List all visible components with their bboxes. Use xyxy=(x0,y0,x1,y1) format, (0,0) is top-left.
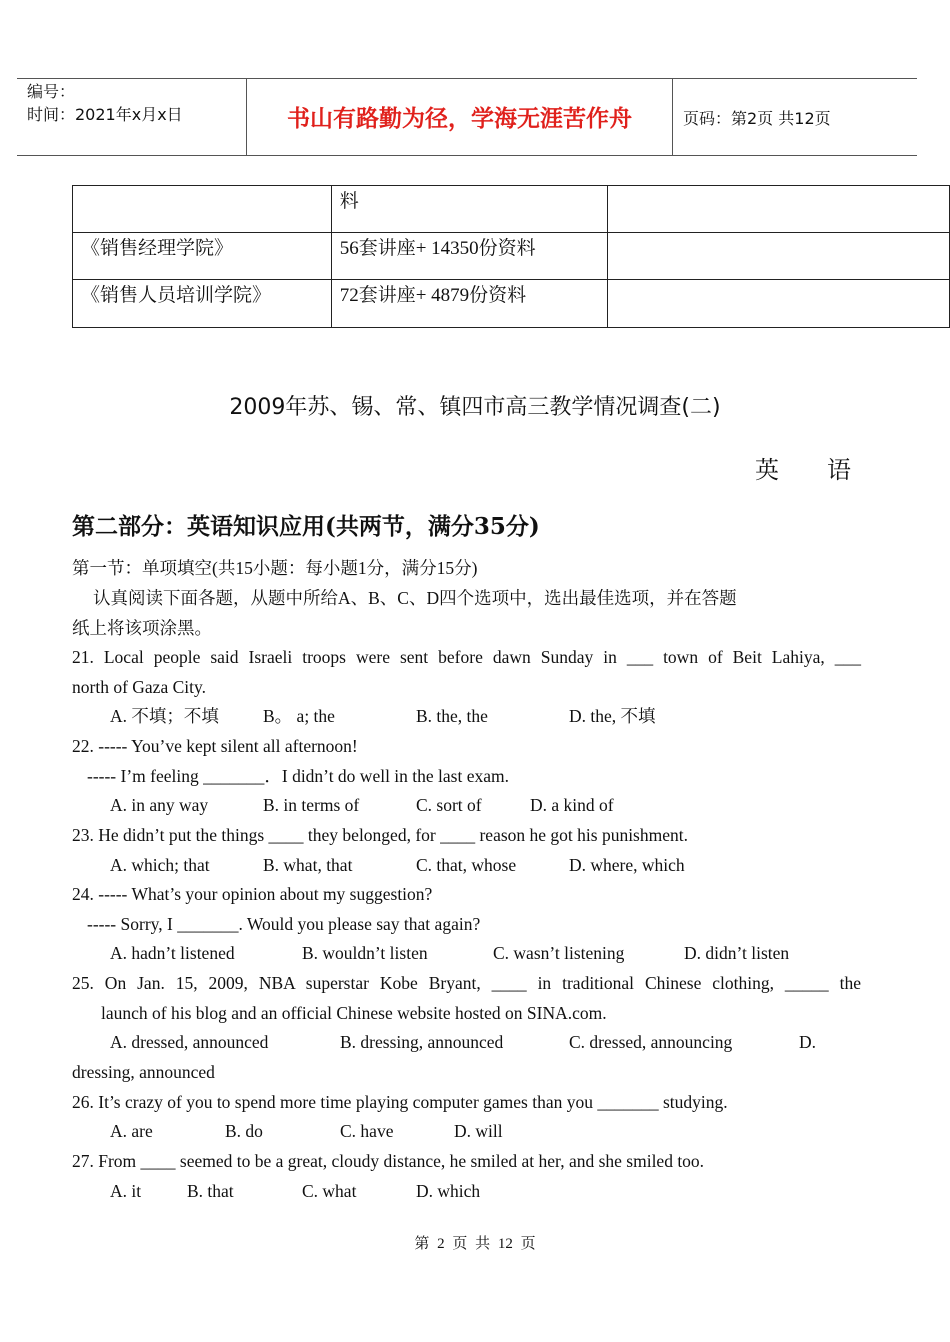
q25-option-c: C. dressed, announcing xyxy=(569,1032,733,1052)
table-row xyxy=(73,280,950,328)
header-divider-2 xyxy=(672,78,673,155)
instruction-line-2: 纸上将该项涂黑。 xyxy=(72,618,212,638)
table-cell-content: 56套讲座+ 14350份资料 xyxy=(331,233,608,280)
q21-option-d: D. the, 不填 xyxy=(569,706,656,726)
q27-option-b: B. that xyxy=(187,1181,234,1201)
subsection-title: 第一节：单项填空(共15小题：每小题1分，满分15分) xyxy=(72,558,478,578)
q23-option-b: B. what, that xyxy=(263,855,353,875)
q27-option-c: C. what xyxy=(302,1181,357,1201)
q26-option-c: C. have xyxy=(340,1121,394,1141)
table-cell-name: 《销售经理学院》 xyxy=(73,233,332,280)
q25-option-b: B. dressing, announced xyxy=(340,1032,504,1052)
q23-option-a: A. which; that xyxy=(110,855,210,875)
resource-table xyxy=(72,185,950,328)
table-row xyxy=(73,186,950,233)
q23-stem-1: 23. He didn’t put the things ____ they belonged, for ____ reason he got his punishment. xyxy=(72,825,688,845)
header-bottom-rule xyxy=(17,155,917,156)
table-cell-content: 料 xyxy=(331,186,608,233)
q27-option-d: D. which xyxy=(416,1181,481,1201)
q21-option-c: B. the, the xyxy=(416,706,488,726)
q26-option-a: A. are xyxy=(110,1121,153,1141)
table-cell-extra xyxy=(608,280,950,328)
q22-stem-2: ----- I’m feeling _______．I didn’t do well in the last exam. xyxy=(87,766,509,786)
q25-stem-1: 25. On Jan. 15, 2009, NBA superstar Kobe Bryant, ____ in traditional Chinese clothing, _____ the xyxy=(72,973,861,993)
section-title: 第二部分：英语知识应用(共两节，满分35分) xyxy=(72,513,540,540)
q21-option-a: A. 不填；不填 xyxy=(110,706,219,726)
q24-option-c: C. wasn’t listening xyxy=(493,943,625,963)
q24-option-d: D. didn’t listen xyxy=(684,943,790,963)
q27-option-a: A. it xyxy=(110,1181,142,1201)
exam-subject: 英 语 xyxy=(755,456,851,484)
q22-option-c: C. sort of xyxy=(416,795,482,815)
q27-stem-1: 27. From ____ seemed to be a great, cloudy distance, he smiled at her, and she smiled too. xyxy=(72,1151,705,1171)
exam-title: 2009年苏、锡、常、镇四市高三教学情况调查(二) xyxy=(229,395,721,420)
q23-option-c: C. that, whose xyxy=(416,855,517,875)
table-cell-content: 72套讲座+ 4879份资料 xyxy=(331,280,608,328)
q25-stem-2: launch of his blog and an official Chinese website hosted on SINA.com. xyxy=(101,1003,607,1023)
header-page-number: 页码：第2页 共12页 xyxy=(683,109,831,128)
q22-option-b: B. in terms of xyxy=(263,795,360,815)
q26-option-d: D. will xyxy=(454,1121,503,1141)
q21-stem-1: 21. Local people said Israeli troops were sent before dawn Sunday in ___ town of Beit Lahiya, ___ xyxy=(72,647,861,667)
document-time-label: 时间：2021年x月x日 xyxy=(27,105,183,124)
q24-option-a: A. hadn’t listened xyxy=(110,943,235,963)
q22-option-d: D. a kind of xyxy=(530,795,614,815)
document-number-label: 编号： xyxy=(27,82,76,101)
header-motto: 书山有路勤为径，学海无涯苦作舟 xyxy=(287,106,632,132)
header-top-rule xyxy=(17,78,917,79)
table-cell-extra xyxy=(608,233,950,280)
q21-stem-2: north of Gaza City. xyxy=(72,677,206,697)
q21-option-b: B。 a; the xyxy=(263,706,335,726)
q22-option-a: A. in any way xyxy=(110,795,209,815)
q25-option-d-text: dressing, announced xyxy=(72,1062,215,1082)
q23-option-d: D. where, which xyxy=(569,855,685,875)
table-cell-extra xyxy=(608,186,950,233)
q26-option-b: B. do xyxy=(225,1121,263,1141)
header-meta xyxy=(27,80,183,126)
footer-page-number: 第 2 页 共 12 页 xyxy=(414,1236,536,1252)
q24-stem-1: 24. ----- What’s your opinion about my suggestion? xyxy=(72,884,433,904)
q24-option-b: B. wouldn’t listen xyxy=(302,943,428,963)
q24-stem-2: ----- Sorry, I _______. Would you please say that again? xyxy=(87,914,481,934)
table-cell-name: 《销售人员培训学院》 xyxy=(73,280,332,328)
instruction-line-1: 认真阅读下面各题，从题中所给A、B、C、D四个选项中，选出最佳选项，并在答题 xyxy=(93,588,737,608)
q25-option-d-letter: D. xyxy=(799,1032,817,1052)
q25-option-a: A. dressed, announced xyxy=(110,1032,269,1052)
q22-stem-1: 22. ----- You’ve kept silent all afternoon! xyxy=(72,736,358,756)
table-cell-name xyxy=(73,186,332,233)
table-row xyxy=(73,233,950,280)
q26-stem-1: 26. It’s crazy of you to spend more time playing computer games than you _______ studying. xyxy=(72,1092,728,1112)
